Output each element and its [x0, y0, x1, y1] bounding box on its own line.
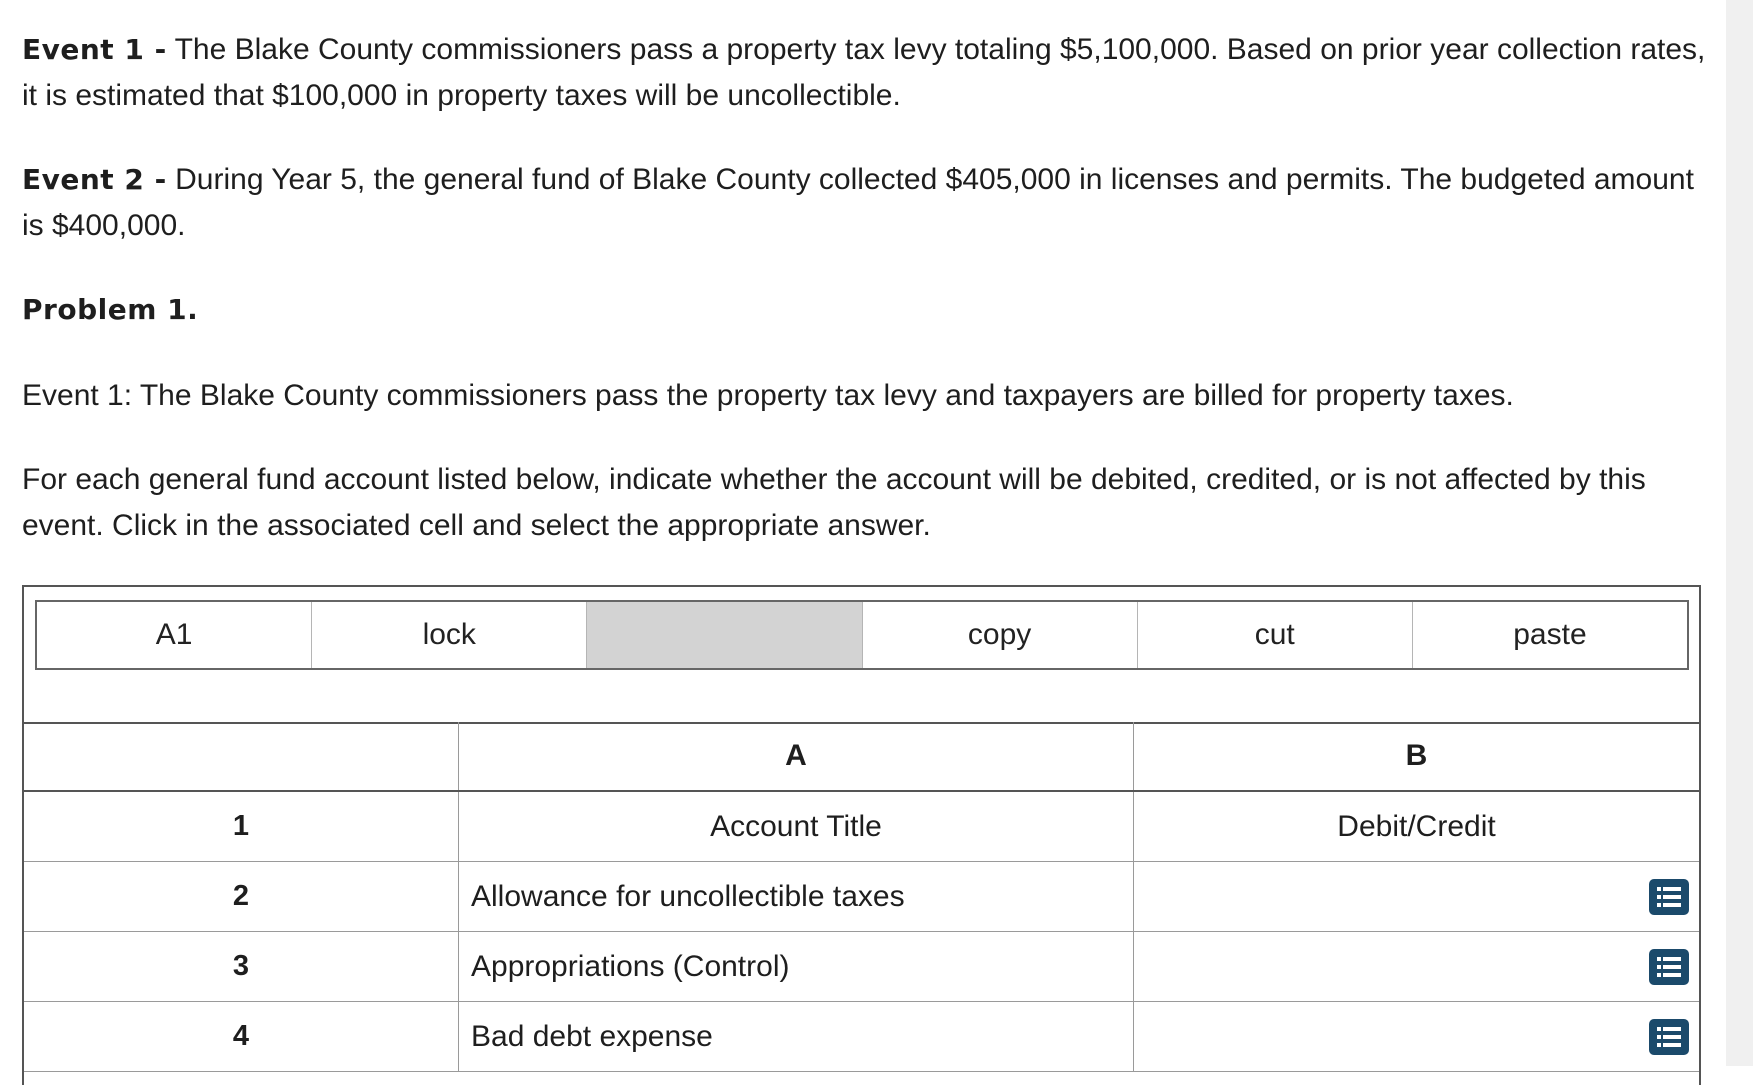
lock-button[interactable]: lock: [312, 602, 587, 668]
spreadsheet-grid: [24, 722, 1699, 1072]
event1-paragraph: [22, 27, 1712, 119]
problem-title: Problem 1.: [22, 293, 199, 326]
cell-b1[interactable]: Debit/Credit: [1337, 809, 1496, 843]
row-number[interactable]: 4: [24, 1002, 459, 1071]
table-row: [24, 862, 1699, 932]
column-header-b[interactable]: B: [1405, 739, 1428, 772]
event2-paragraph: [22, 157, 1712, 249]
toolbar-blank-slot: [587, 602, 862, 668]
corner-cell: [24, 722, 459, 790]
page-scrollbar[interactable]: [1726, 0, 1753, 1066]
event2-label: Event 2 -: [22, 163, 167, 196]
row-number[interactable]: 2: [24, 862, 459, 931]
cell-a4[interactable]: Bad debt expense: [459, 1002, 1134, 1071]
dropdown-list-icon[interactable]: [1649, 1019, 1689, 1055]
spreadsheet-widget: [22, 585, 1701, 1085]
instructions-text: For each general fund account listed below, indicate whether the account will be debited, credited, or is not affected by this event. Click in the associated cell and select the appropriate answer.: [22, 463, 1646, 542]
dropdown-list-icon[interactable]: [1649, 879, 1689, 915]
spreadsheet-toolbar: [35, 600, 1689, 670]
column-header-a[interactable]: A: [459, 722, 1134, 790]
event2-text: During Year 5, the general fund of Blake County collected $405,000 in licenses and permits. The budgeted amount is $400,000.: [22, 163, 1694, 242]
row-number[interactable]: 3: [24, 932, 459, 1001]
toolbar-spacer: [24, 670, 1699, 724]
cell-reference-box[interactable]: A1: [37, 602, 312, 668]
event1-instruction: Event 1: The Blake County commissioners pass the property tax levy and taxpayers are billed for property taxes.: [22, 379, 1514, 412]
cell-a3[interactable]: Appropriations (Control): [459, 932, 1134, 1001]
row-number[interactable]: 1: [24, 792, 459, 861]
event1-text: The Blake County commissioners pass a property tax levy totaling $5,100,000. Based on prior year collection rates, it is estimated that $100,000 in property taxes will be uncollectible.: [22, 33, 1706, 112]
table-row: [24, 932, 1699, 1002]
column-header-row: [24, 722, 1699, 792]
copy-button[interactable]: copy: [863, 602, 1138, 668]
cell-b4[interactable]: [1134, 1002, 1699, 1071]
event1-label: Event 1 -: [22, 33, 167, 66]
cell-b3[interactable]: [1134, 932, 1699, 1001]
cut-button[interactable]: cut: [1138, 602, 1413, 668]
dropdown-list-icon[interactable]: [1649, 949, 1689, 985]
cell-a1[interactable]: Account Title: [459, 792, 1134, 861]
table-row: [24, 792, 1699, 862]
cell-b2[interactable]: [1134, 862, 1699, 931]
paste-button[interactable]: paste: [1513, 618, 1587, 651]
table-row: [24, 1002, 1699, 1072]
cell-a2[interactable]: Allowance for uncollectible taxes: [459, 862, 1134, 931]
